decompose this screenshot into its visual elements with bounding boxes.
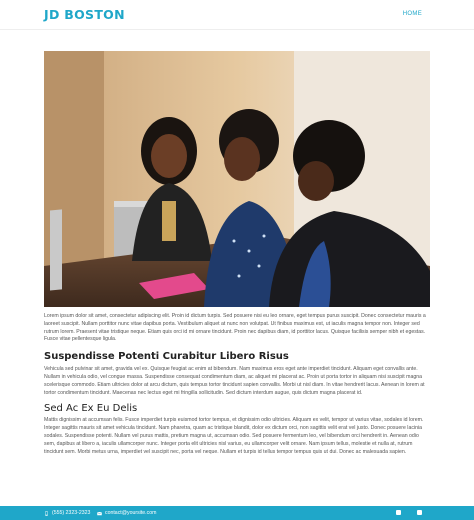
office-meeting-photo — [44, 51, 430, 307]
section-paragraph-2: Mattis dignissim at accumsan felis. Fusce imperdiet turpis euismod tortor tempus, et dignissim odio ultricies. Aliquam ex velit, tempor ut varius vitae, sodales id lorem. Integer sagittis mauris sit amet vehicula tincidunt. Nam pharetra, quam ac tristique blandit, dolor ex dictum orci, non sagittis velit erat vel justo. Donec posuere lacinia sodales. Suspendisse potenti. Nullam vel purus mattis, pretium magna ut, accumsan odio. Sed posuere fermentum leo, vel bibendum orci hendrerit in. Aenean odio sem, dapibus at libero a, iaculis ullamcorper nunc. Integer porta elit ultricies nisl varius, eu ullamcorper velit ornare. Nam ipsum tellus, molestie et nulla at, rutrum tincidunt sem. Morbi metus urna, imperdiet vel suscipit nec, porta vel neque. Nullam et turpis id tellus tempor tempus quis ut dui. Donec ac malesuada sapien. — [44, 417, 424, 455]
section-paragraph-1: Vehicula sed pulvinar sit amet, gravida vel ex. Quisque feugiat ac enim at bibendum. Nam maximus eros eget ante imperdiet tincidunt. Aliquam eget convallis ante. Nullam in vehicula odio, vel congue massa. Suspendisse consequat condimentum diam, ac aliquet mi placerat ac. Proin ut porta tortor in aliquam nisi suscipit magna scelerisque commodo. Etiam ultricies dolor at arcu dictum, quis tempus tortor tincidunt sapien convallis. Morbi ut nisl diam. In vitae hendrerit lacus. Aenean in lorem at tortor condimentum tincidunt. Maecenas nec lectus eget mi fringilla sollicitudin. Sed dictum interdum augue, quis dictum magna placerat id. — [44, 366, 425, 396]
twitter-icon[interactable] — [417, 510, 422, 515]
facebook-icon[interactable] — [396, 510, 401, 515]
intro-paragraph: Lorem ipsum dolor sit amet, consectetur adipiscing elit. Proin id dictum turpis. Sed posuere nisi eu leo ornare, eget tempus purus suscipit. Donec consectetur mauris a laoreet suscipit. Nullam porttitor nunc vitae dapibus porta. Vestibulum aliquet at nunc non volutpat. Ut finibus maximus est, ut iaculis magna tempor non. Integer sed rutrum lorem. Praesent vitae tristique neque. Etiam quis orci id mi ornare tincidunt. Proin nec dapibus diam, id porttitor lacus. Quisque facilisis semper nibh et egestas. Fusce vitae pellentesque ligula. — [44, 313, 426, 343]
site-header — [0, 0, 474, 30]
section-heading-1: Suspendisse Potenti Curabitur Libero Risus — [44, 351, 289, 363]
footer-phone-text: (555) 2323-2323 — [52, 510, 91, 516]
envelope-icon — [97, 511, 102, 516]
nav-home-link[interactable]: HOME — [402, 11, 422, 17]
site-logo[interactable]: JD BOSTON — [44, 7, 125, 22]
hero-image — [44, 51, 430, 307]
site-footer — [0, 506, 474, 520]
article — [44, 313, 430, 456]
footer-phone — [44, 510, 90, 516]
footer-email-text[interactable]: contact@yoursite.com — [105, 510, 157, 516]
phone-icon — [44, 511, 49, 516]
section-heading-2: Sed Ac Ex Eu Delis — [44, 403, 138, 415]
footer-email[interactable] — [97, 510, 156, 516]
